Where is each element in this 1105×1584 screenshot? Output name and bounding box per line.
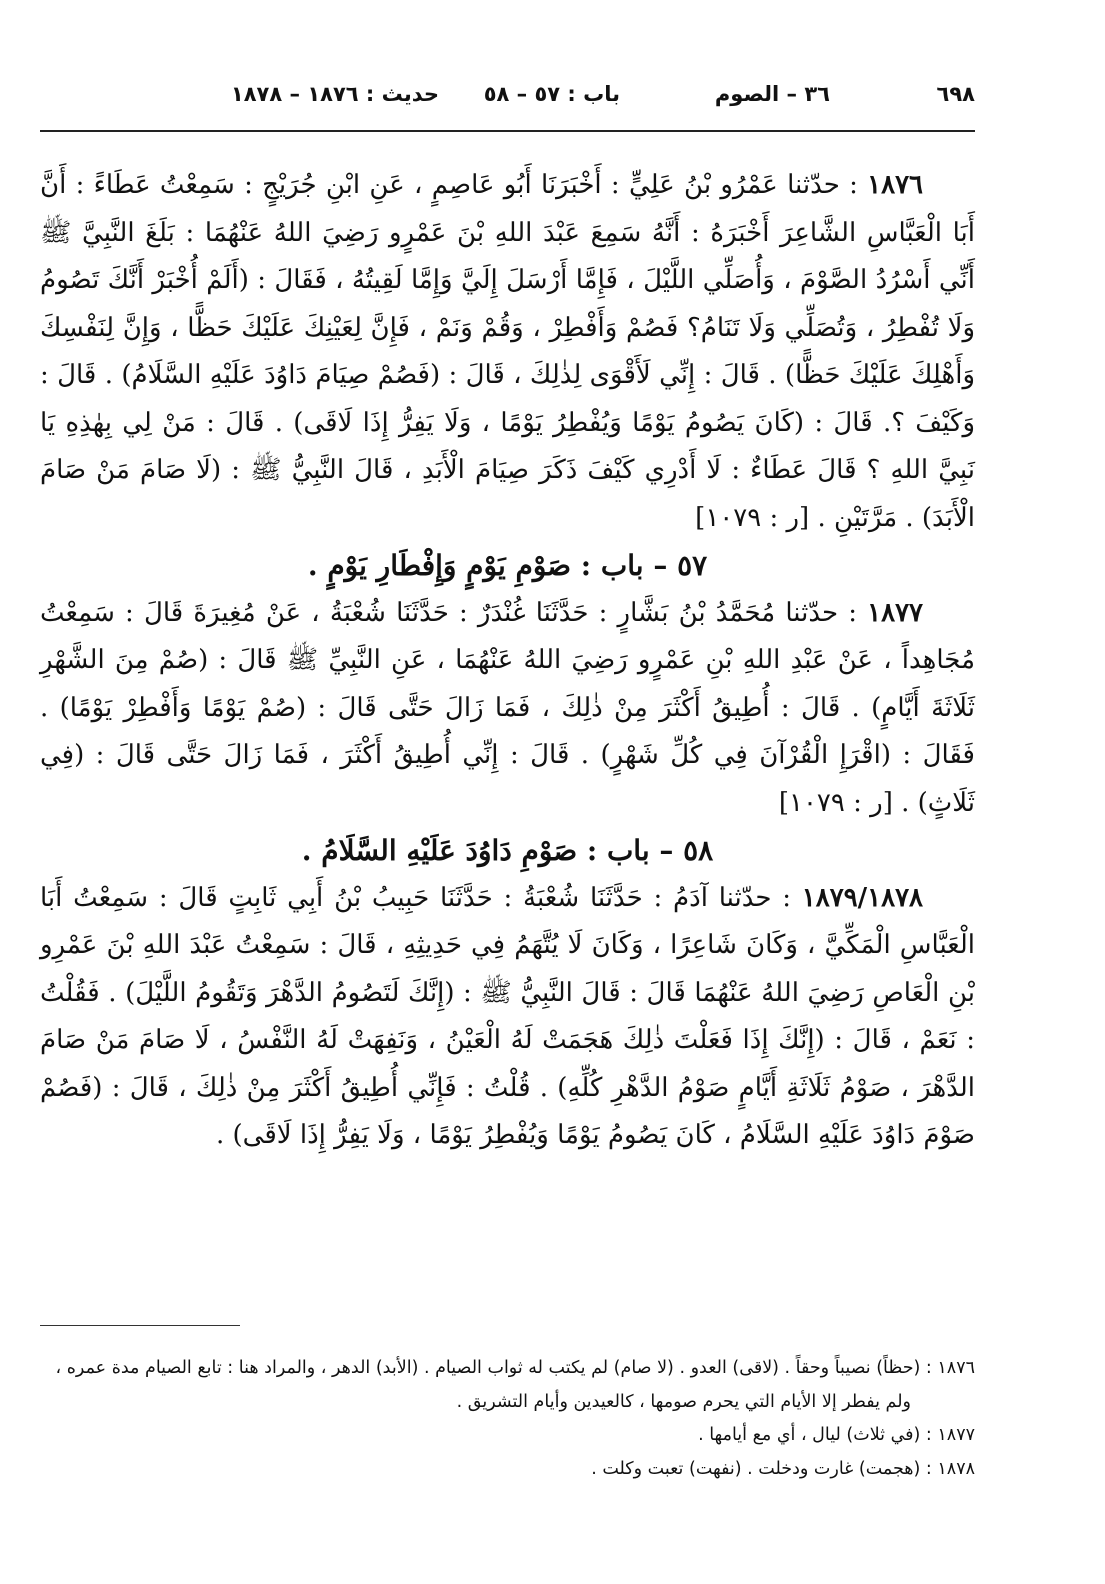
hadith-1876 xyxy=(40,162,975,542)
bab-range: باب : ٥٧ – ٥٨ xyxy=(483,82,620,106)
hadith-text: : حدّثنا عَمْرُو بْنُ عَلِيٍّ : أَخْبَرَنَا أَبُو عَاصِمٍ ، عَنِ ابْنِ جُرَيْجٍ : سَمِعْتُ عَطَاءً : أَنَّ أَبَا الْعَبَّاسِ الشَّاعِرَ أَخْبَرَهُ : أَنَّهُ سَمِعَ عَبْدَ اللهِ بْنَ عَمْرٍو رَضِيَ اللهُ عَنْهُمَا : بَلَغَ النَّبِيَّ ﷺ أَنِّي أَسْرُدُ الصَّوْمَ ، وَأُصَلِّي اللَّيْلَ ، فَإِمَّا أَرْسَلَ إِلَيَّ وَإِمَّا لَقِيتُهُ ، فَقَالَ : (أَلَمْ أُخْبَرْ أَنَّكَ تَصُومُ وَلَا تُفْطِرُ ، وَتُصَلِّي وَلَا تَنَامُ؟ فَصُمْ وَأَفْطِرْ ، وَقُمْ وَنَمْ ، فَإِنَّ لِعَيْنِكَ عَلَيْكَ حَظًّا ، وَإِنَّ لِنَفْسِكَ وَأَهْلِكَ عَلَيْكَ حَظًّا) . قَالَ : إِنِّي لَأَقْوَى لِذٰلِكَ ، قَالَ : (فَصُمْ صِيَامَ دَاوُدَ عَلَيْهِ السَّلَامُ) . قَالَ : وَكَيْفَ ؟. قَالَ : (كَانَ يَصُومُ يَوْمًا وَيُفْطِرُ يَوْمًا ، وَلَا يَفِرُّ إِذَا لَاقَى) . قَالَ : مَنْ لِي بِهٰذِهِ يَا نَبِيَّ اللهِ ؟ قَالَ عَطَاءٌ : لَا أَدْرِي كَيْفَ ذَكَرَ صِيَامَ الْأَبَدِ ، قَالَ النَّبِيُّ ﷺ : (لَا صَامَ مَنْ صَامَ الْأَبَدَ) . مَرَّتَيْنِ . [ر : ١٠٧٩] xyxy=(40,170,975,533)
footnote-text: : (حظاً) نصيباً وحقاً . (لاقى) العدو . (لا صام) لم يكتب له ثواب الصيام . (الأبد) الدهر ، والمراد هنا : تابع الصيام مدة عمره ، ولم يفطر إلا الأيام التي يحرم صومها ، كالعيدين وأيام التشريق . xyxy=(55,1358,938,1412)
hadith-range: حديث : ١٨٧٦ – ١٨٧٨ xyxy=(230,82,439,106)
hadith-1878 xyxy=(40,875,975,1160)
bab-57-heading: ٥٧ – باب : صَوْمِ يَوْمٍ وَإِفْطَارِ يَوْمٍ . xyxy=(307,549,708,582)
page-number: ٦٩٨ xyxy=(936,82,975,106)
footnote-number: ١٨٧٨ xyxy=(937,1458,975,1479)
footnote-text: : (في ثلاث) ليال ، أي مع أيامها . xyxy=(698,1425,938,1445)
footnote-1877 xyxy=(40,1419,975,1453)
hadith-text: : حدّثنا آدَمُ : حَدَّثَنَا شُعْبَةُ : حَدَّثَنَا حَبِيبُ بْنُ أَبِي ثَابِتٍ قَالَ : سَمِعْتُ أَبَا الْعَبَّاسِ الْمَكِّيَّ ، وَكَانَ شَاعِرًا ، وَكَانَ لَا يُتَّهَمُ فِي حَدِيثِهِ ، قَالَ : سَمِعْتُ عَبْدَ اللهِ بْنَ عَمْرِو بْنِ الْعَاصِ رَضِيَ اللهُ عَنْهُمَا قَالَ : قَالَ النَّبِيُّ ﷺ : (إِنَّكَ لَتَصُومُ الدَّهْرَ وَتَقُومُ اللَّيْلَ) . فَقُلْتُ : نَعَمْ ، قَالَ : (إِنَّكَ إِذَا فَعَلْتَ ذٰلِكَ هَجَمَتْ لَهُ الْعَيْنُ ، وَنَفِهَتْ لَهُ النَّفْسُ ، لَا صَامَ مَنْ صَامَ الدَّهْرَ ، صَوْمُ ثَلَاثَةِ أَيَّامٍ صَوْمُ الدَّهْرِ كُلِّهِ) . قُلْتُ : فَإِنِّي أُطِيقُ أَكْثَرَ مِنْ ذٰلِكَ ، قَالَ : (فَصُمْ صَوْمَ دَاوُدَ عَلَيْهِ السَّلَامُ ، كَانَ يَصُومُ يَوْمًا وَيُفْطِرُ يَوْمًا ، وَلَا يَفِرُّ إِذَا لَاقَى) . xyxy=(40,882,975,1150)
footnote-1878 xyxy=(40,1453,975,1487)
chapter-title: ٣٦ – الصوم xyxy=(714,82,830,106)
header-divider xyxy=(40,130,975,132)
page-header xyxy=(40,82,975,122)
bab-58-heading: ٥٨ – باب : صَوْمِ دَاوُدَ عَلَيْهِ السَّلَامُ . xyxy=(301,834,714,867)
hadith-number: ١٨٧٩/١٨٧٨ xyxy=(801,882,923,913)
footnote-text: : (هجمت) غارت ودخلت . (نفهت) تعبت وكلت . xyxy=(591,1458,938,1479)
hadith-text: : حدّثنا مُحَمَّدُ بْنُ بَشَّارٍ : حَدَّثَنَا غُنْدَرٌ : حَدَّثَنَا شُعْبَةُ ، عَنْ مُغِيرَةَ قَالَ : سَمِعْتُ مُجَاهِداً ، عَنْ عَبْدِ اللهِ بْنِ عَمْرٍو رَضِيَ اللهُ عَنْهُمَا ، عَنِ النَّبِيِّ ﷺ قَالَ : (صُمْ مِنَ الشَّهْرِ ثَلَاثَةَ أَيَّامٍ) . قَالَ : أُطِيقُ أَكْثَرَ مِنْ ذٰلِكَ ، فَمَا زَالَ حَتَّى قَالَ : (صُمْ يَوْمًا وَأَفْطِرْ يَوْمًا) . فَقَالَ : (اقْرَإِ الْقُرْآنَ فِي كُلِّ شَهْرٍ) . قَالَ : إِنِّي أُطِيقُ أَكْثَرَ ، فَمَا زَالَ حَتَّى قَالَ : (فِي ثَلَاثٍ) . [ر : ١٠٧٩] xyxy=(40,597,975,818)
footnote-number: ١٨٧٧ xyxy=(937,1425,975,1445)
hadith-number: ١٨٧٦ xyxy=(867,170,923,200)
footnote-number: ١٨٧٦ xyxy=(937,1358,975,1378)
main-text xyxy=(40,162,975,1160)
book-page xyxy=(40,0,975,1584)
footnotes xyxy=(40,1352,975,1486)
hadith-number: ١٨٧٧ xyxy=(867,597,923,628)
hadith-1877 xyxy=(40,590,975,828)
footnote-1876 xyxy=(40,1352,975,1419)
footnote-divider xyxy=(40,1325,240,1326)
